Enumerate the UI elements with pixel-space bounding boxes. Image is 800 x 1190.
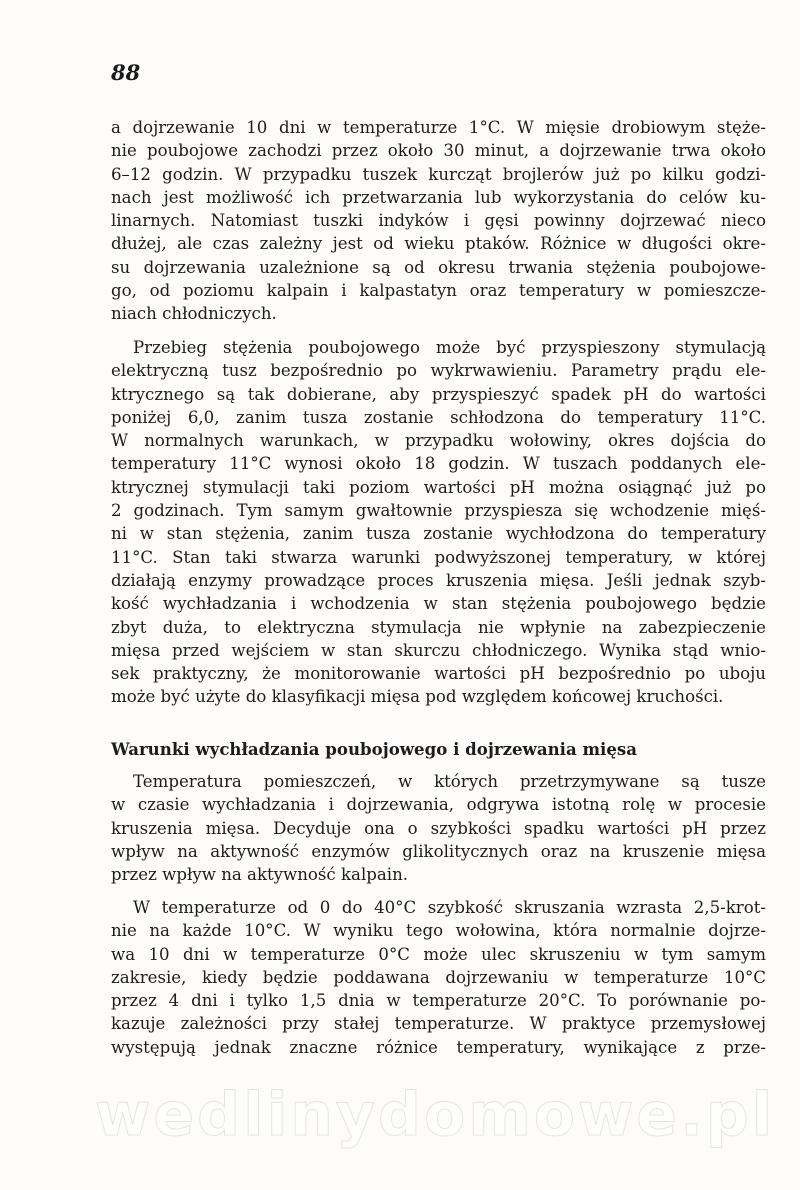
paragraph-line: wpływ na aktywność enzymów glikolitycznych oraz na kruszenie mięsa bbox=[111, 841, 766, 861]
paragraph-line: linarnych. Natomiast tuszki indyków i gęsi powinny dojrzewać nieco bbox=[111, 211, 766, 231]
paragraph-line: ktrycznego są tak dobierane, aby przyspieszyć spadek pH do wartości bbox=[111, 384, 766, 404]
paragraph-line: nie poubojowe zachodzi przez około 30 minut, a dojrzewanie trwa około bbox=[111, 141, 766, 161]
paragraph-line: przez 4 dni i tylko 1,5 dnia w temperaturze 20°C. To porównanie po- bbox=[111, 991, 766, 1011]
paragraph-line: elektryczną tusz bezpośrednio po wykrwawieniu. Parametry prądu ele- bbox=[111, 361, 766, 381]
page-number: 88 bbox=[111, 60, 141, 85]
paragraph-line: 6–12 godzin. W przypadku tuszek kurcząt brojlerów już po kilku godzi- bbox=[111, 164, 766, 184]
paragraph-line: kruszenia mięsa. Decyduje ona o szybkości spadku wartości pH przez bbox=[111, 818, 766, 838]
paragraph-3 bbox=[111, 770, 766, 886]
section-heading: Warunki wychładzania poubojowego i dojrzewania mięsa bbox=[111, 739, 637, 759]
paragraph-line: dłużej, ale czas zależny jest od wieku ptaków. Różnice w długości okre- bbox=[111, 234, 766, 254]
paragraph-line: 2 godzinach. Tym samym gwałtownie przyspiesza się wchodzenie mięś- bbox=[111, 501, 766, 521]
paragraph-line: ni w stan stężenia, zanim tusza zostanie wychłodzona do temperatury bbox=[111, 524, 766, 544]
paragraph-1 bbox=[111, 116, 766, 326]
paragraph-line: go, od poziomu kalpain i kalpastatyn oraz temperatury w pomieszcze- bbox=[111, 281, 766, 301]
paragraph-line: przez wpływ na aktywność kalpain. bbox=[111, 865, 409, 885]
paragraph-line: temperatury 11°C wynosi około 18 godzin. W tuszach poddanych ele- bbox=[111, 454, 766, 474]
paragraph-line: a dojrzewanie 10 dni w temperaturze 1°C. W mięsie drobiowym stęże- bbox=[111, 118, 766, 137]
paragraph-line: nach jest możliwość ich przetwarzania lub wykorzystania do celów ku- bbox=[111, 187, 766, 207]
paragraph-line: W temperaturze od 0 do 40°C szybkość skruszania wzrasta 2,5-krot- bbox=[133, 898, 766, 917]
paragraph-line: Przebieg stężenia poubojowego może być przyspieszony stymulacją bbox=[133, 338, 766, 357]
watermark: wedlinydomowe.pl bbox=[95, 1080, 776, 1150]
paragraph-line: mięsa przed wejściem w stan skurczu chłodniczego. Wynika stąd wnio- bbox=[111, 640, 766, 660]
paragraph-line: Temperatura pomieszczeń, w których przetrzymywane są tusze bbox=[133, 772, 766, 791]
paragraph-line: 11°C. Stan taki stwarza warunki podwyższonej temperatury, w której bbox=[111, 547, 766, 567]
paragraph-2 bbox=[111, 336, 766, 709]
paragraph-4 bbox=[111, 896, 766, 1059]
paragraph-line: może być użyte do klasyfikacji mięsa pod względem końcowej kruchości. bbox=[111, 687, 724, 707]
paragraph-line: sek praktyczny, że monitorowanie wartości pH bezpośrednio po uboju bbox=[111, 664, 766, 684]
paragraph-line: kazuje zależności przy stałej temperaturze. W praktyce przemysłowej bbox=[111, 1014, 766, 1034]
paragraph-line: su dojrzewania uzależnione są od okresu trwania stężenia poubojowe- bbox=[111, 257, 766, 277]
paragraph-line: zbyt duża, to elektryczna stymulacja nie wpłynie na zabezpieczenie bbox=[111, 617, 766, 637]
paragraph-line: występują jednak znaczne różnice temperatury, wynikające z prze- bbox=[111, 1037, 766, 1057]
paragraph-line: działają enzymy prowadzące proces kruszenia mięsa. Jeśli jednak szyb- bbox=[111, 570, 766, 590]
paragraph-line: poniżej 6,0, zanim tusza zostanie schłodzona do temperatury 11°C. bbox=[111, 407, 766, 427]
paragraph-line: niach chłodniczych. bbox=[111, 304, 277, 324]
paragraph-line: w czasie wychładzania i dojrzewania, odgrywa istotną rolę w procesie bbox=[111, 795, 766, 815]
paragraph-line: wa 10 dni w temperaturze 0°C może ulec skruszeniu w tym samym bbox=[111, 944, 766, 964]
paragraph-line: kość wychładzania i wchodzenia w stan stężenia poubojowego będzie bbox=[111, 594, 766, 614]
paragraph-line: W normalnych warunkach, w przypadku wołowiny, okres dojścia do bbox=[111, 431, 766, 451]
paragraph-line: zakresie, kiedy będzie poddawana dojrzewaniu w temperaturze 10°C bbox=[111, 967, 766, 987]
paragraph-line: nie na każde 10°C. W wyniku tego wołowina, która normalnie dojrze- bbox=[111, 921, 766, 941]
paragraph-line: ktrycznej stymulacji taki poziom wartości pH można osiągnąć już po bbox=[111, 477, 766, 497]
